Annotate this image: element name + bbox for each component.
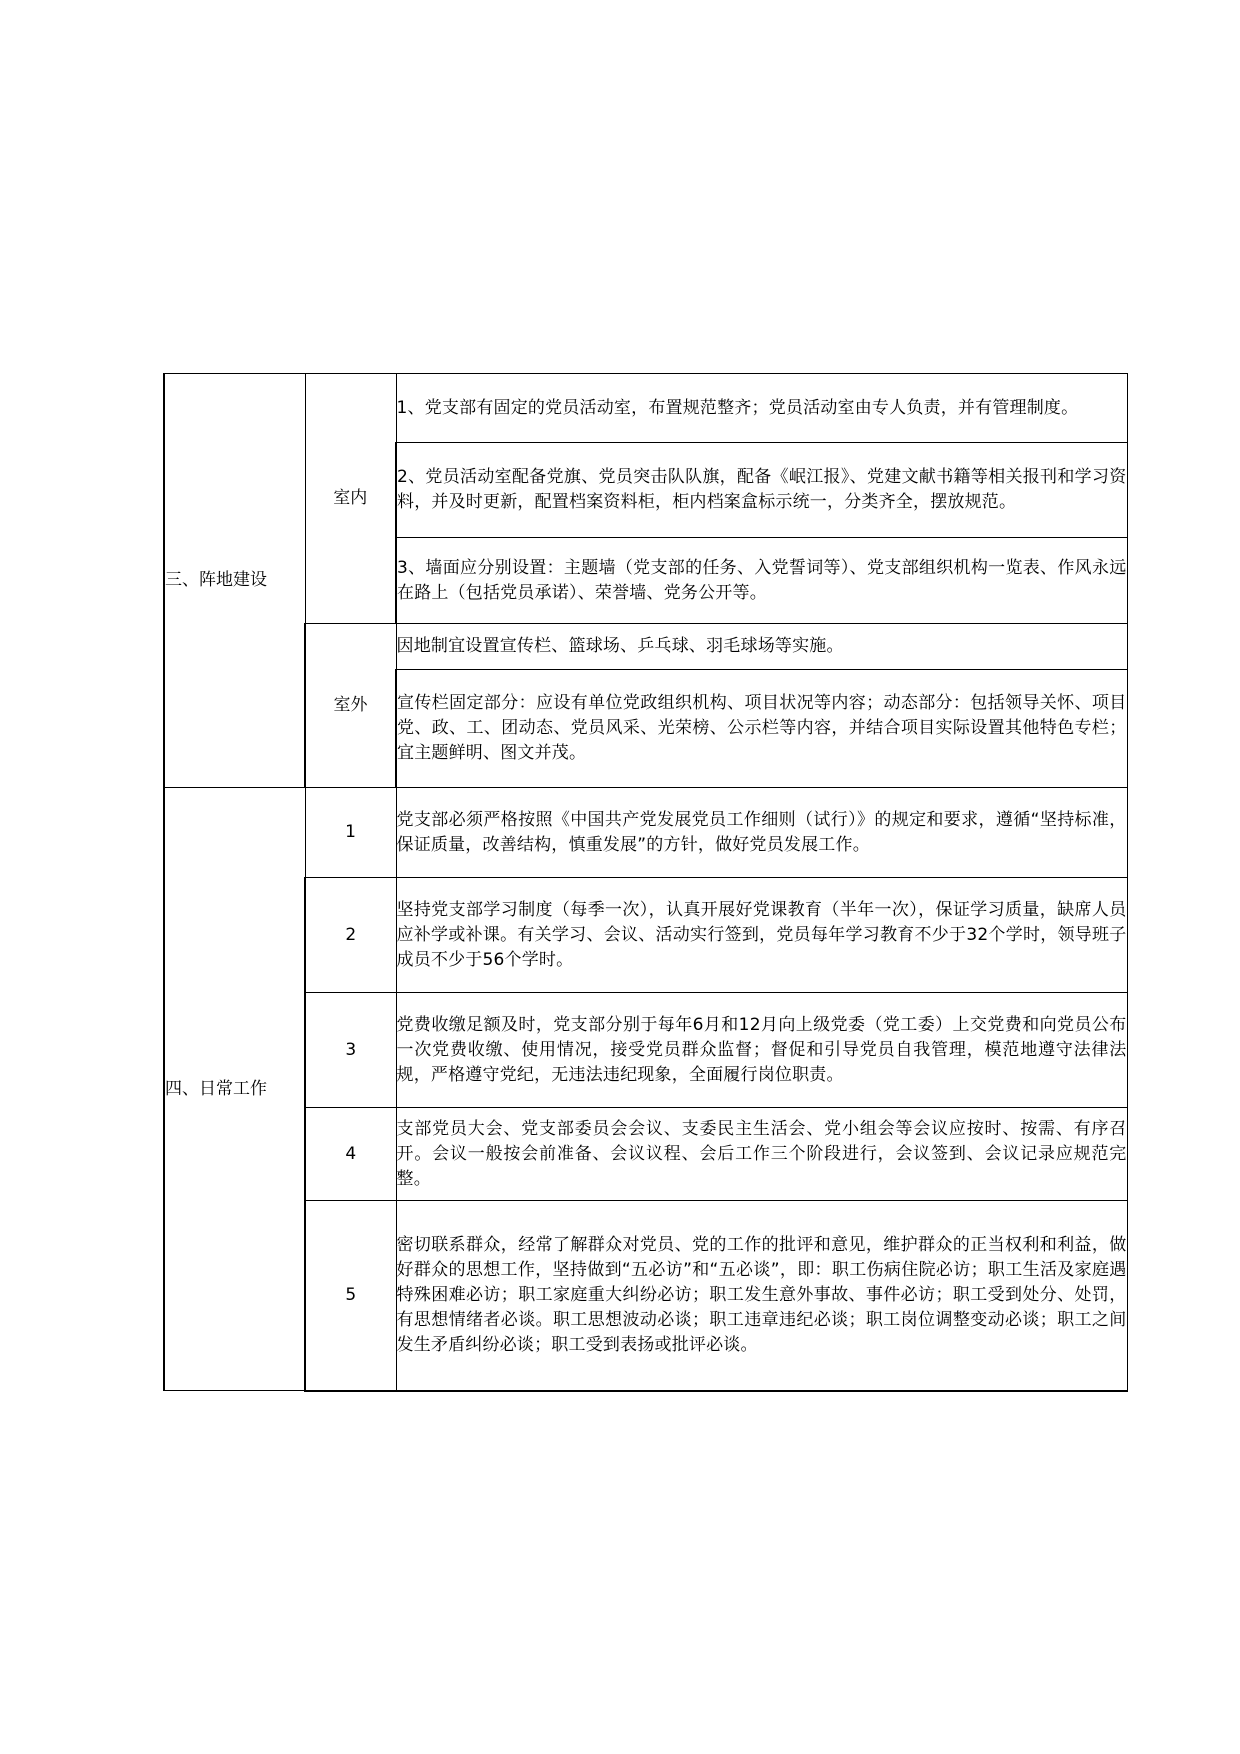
table-row (164, 1108, 1127, 1201)
table-row (164, 993, 1127, 1108)
daily-item-text: 坚持党支部学习制度（每季一次），认真开展好党课教育（半年一次），保证学习质量，缺席人员应补学或补课。有关学习、会议、活动实行签到，党员每年学习教育不少于32个学时，领导班子成员不少于56个学时。 (396, 878, 1127, 993)
daily-item-text: 密切联系群众，经常了解群众对党员、党的工作的批评和意见，维护群众的正当权利和利益，做好群众的思想工作，坚持做到“五必访”和“五必谈”，即：职工伤病住院必访；职工生活及家庭遇特殊困难必访；职工家庭重大纠纷必访；职工发生意外事故、事件必访；职工受到处分、处罚，有思想情绪者必谈。职工思想波动必谈；职工违章违纪必谈；职工岗位调整变动必谈；职工之间发生矛盾纠纷必谈；职工受到表扬或批评必谈。 (396, 1201, 1127, 1391)
indoor-item-2: 2、党员活动室配备党旗、党员突击队队旗，配备《岷江报》、党建文献书籍等相关报刊和学习资料，并及时更新，配置档案资料柜，柜内档案盒标示统一，分类齐全，摆放规范。 (396, 443, 1127, 538)
group-label-indoor: 室内 (305, 374, 396, 624)
daily-item-number: 4 (305, 1108, 396, 1201)
section-title-daily-work: 四、日常工作 (164, 788, 305, 1391)
table-row (164, 1201, 1127, 1391)
daily-item-number: 2 (305, 878, 396, 993)
table-row (164, 374, 1127, 443)
daily-item-text: 党费收缴足额及时，党支部分别于每年6月和12月向上级党委（党工委）上交党费和向党员公布一次党费收缴、使用情况，接受党员群众监督；督促和引导党员自我管理，模范地遵守法律法规，严格遵守党纪，无违法违纪现象，全面履行岗位职责。 (396, 993, 1127, 1108)
outdoor-item-2: 宣传栏固定部分：应设有单位党政组织机构、项目状况等内容；动态部分：包括领导关怀、项目党、政、工、团动态、党员风采、光荣榜、公示栏等内容，并结合项目实际设置其他特色专栏；宜主题鲜明、图文并茂。 (396, 670, 1127, 788)
daily-item-text: 党支部必须严格按照《中国共产党发展党员工作细则（试行）》的规定和要求，遵循“坚持标准，保证质量，改善结构，慎重发展”的方针，做好党员发展工作。 (396, 788, 1127, 878)
work-standards-table (163, 373, 1128, 1392)
indoor-item-1: 1、党支部有固定的党员活动室，布置规范整齐；党员活动室由专人负责，并有管理制度。 (396, 374, 1127, 443)
outdoor-item-1: 因地制宜设置宣传栏、篮球场、乒乓球、羽毛球场等实施。 (396, 624, 1127, 670)
table-row (164, 624, 1127, 670)
table-row (164, 878, 1127, 993)
section-title-position-building: 三、阵地建设 (164, 374, 305, 788)
daily-item-text: 支部党员大会、党支部委员会会议、支委民主生活会、党小组会等会议应按时、按需、有序召开。会议一般按会前准备、会议议程、会后工作三个阶段进行，会议签到、会议记录应规范完整。 (396, 1108, 1127, 1201)
daily-item-number: 1 (305, 788, 396, 878)
daily-item-number: 5 (305, 1201, 396, 1391)
table-row (164, 788, 1127, 878)
indoor-item-3: 3、墙面应分别设置：主题墙（党支部的任务、入党誓词等）、党支部组织机构一览表、作风永远在路上（包括党员承诺）、荣誉墙、党务公开等。 (396, 538, 1127, 624)
daily-item-number: 3 (305, 993, 396, 1108)
group-label-outdoor: 室外 (305, 624, 396, 788)
